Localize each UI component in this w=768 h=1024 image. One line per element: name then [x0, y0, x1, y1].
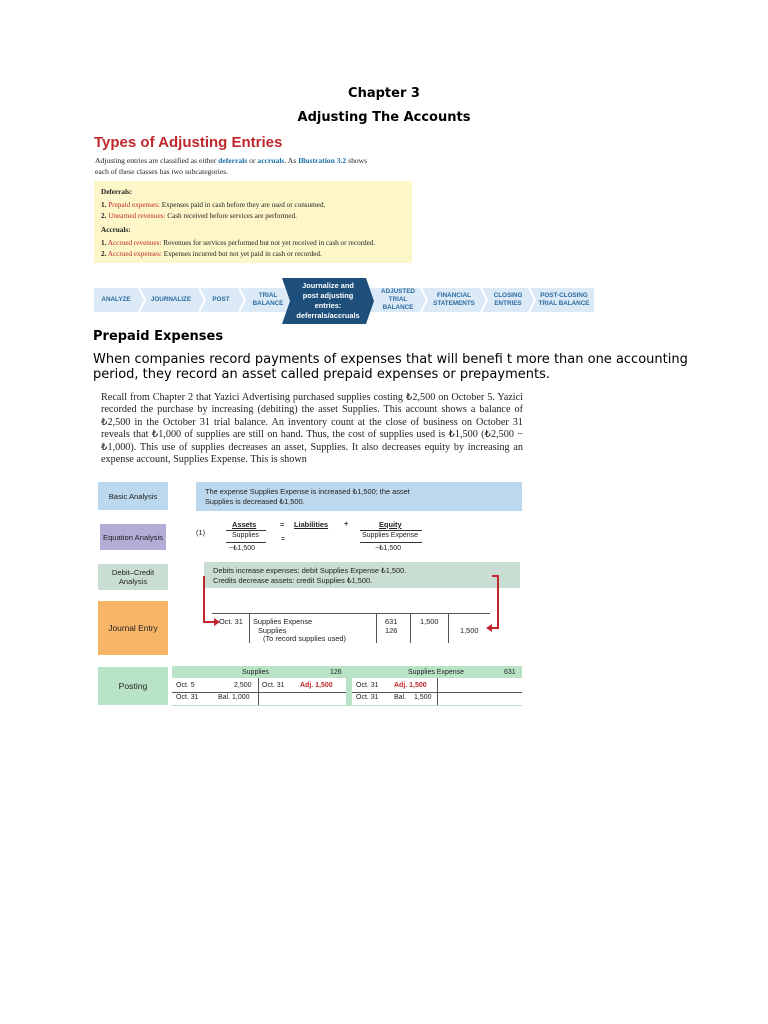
deferral-item-1: 1. Prepaid expenses: Expenses paid in cash before they are used or consumed.: [101, 201, 326, 209]
supplies-account-number: 126: [330, 669, 342, 676]
supplies-row2-date: Oct. 31: [176, 694, 199, 701]
debit-credit-line-2: Credits decrease assets: credit Supplies ₺1,500.: [213, 576, 373, 585]
equation-liabilities: Liabilities: [294, 520, 329, 529]
chapter-subtitle: Adjusting The Accounts: [297, 110, 471, 125]
equation-assets: Assets: [232, 520, 257, 529]
supplies-expense-title: Supplies Expense: [408, 669, 465, 676]
cycle-step-financial-statements: FINANCIAL STATEMENTS: [433, 292, 475, 307]
recall-paragraph: Recall from Chapter 2 that Yazici Advertising purchased supplies costing ₺2,500 on October 5. Yazici recorded the purchase by increasing (debiting) the asset Supplies. This account shows a balance of ₺2,500 in the October 31 trial balance. An inventory count at the close of business on October 31 reveals that ₺1,000 of supplies are still on hand. Thus, the cost of supplies used is ₺1,500 (₺2,500 − ₺1,000). This use of supplies decreases an asset, Supplies. It also decreases equity by increasing an expense account, Supplies Expense. This is shown: [101, 392, 523, 466]
supplies-t-rule: [258, 678, 259, 705]
basic-analysis-line-2: Supplies is decreased ₺1,500.: [205, 497, 305, 506]
journal-credit-account: Supplies: [258, 626, 287, 635]
accrual-item-2: 2. Accrued expenses: Expenses incurred but not yet paid in cash or recorded.: [101, 250, 322, 258]
cycle-step-analyze: ANALYZE: [101, 296, 131, 303]
supplies-expense-row1-date: Oct. 31: [356, 682, 379, 689]
section-title: Prepaid Expenses: [93, 329, 224, 344]
equation-number: (1): [196, 528, 206, 537]
journal-debit-account: Supplies Expense: [253, 617, 313, 626]
chapter-heading: Chapter 3: [348, 86, 420, 101]
journal-date: Oct. 31: [219, 617, 243, 626]
journal-ref-credit: 126: [385, 626, 398, 635]
supplies-account-title: Supplies: [242, 669, 269, 676]
supplies-row1-credit-date: Oct. 31: [262, 682, 285, 689]
basic-analysis-label: Basic Analysis: [98, 482, 168, 510]
accrual-item-1: 1. Accrued revenues: Revenues for services performed but not yet received in cash or recorded.: [101, 239, 376, 247]
cycle-step-post-closing-trial-balance: POST-CLOSING TRIAL BALANCE: [538, 292, 590, 307]
equation-equals: =: [280, 520, 285, 529]
equation-supplies: Supplies: [232, 532, 259, 539]
equation-analysis-label: Equation Analysis: [100, 524, 166, 550]
supplies-expense-row1-adjustment: Adj. 1,500: [394, 682, 427, 689]
equation-rule-assets-2: [226, 542, 266, 543]
supplies-expense-t-rule: [437, 678, 438, 705]
posting-arrows: [192, 572, 504, 636]
cycle-step-closing-entries: CLOSING ENTRIES: [493, 292, 523, 307]
equation-equity: Equity: [379, 520, 402, 529]
cycle-step-adjusting-entries: Journalize and post adjusting entries: deferrals/accruals: [296, 281, 360, 320]
equation-supplies-expense-value: −₺1,500: [375, 545, 402, 552]
journal-ref-rule: [376, 613, 377, 643]
basic-analysis-line-1: The expense Supplies Expense is increased ₺1,500; the asset: [205, 487, 410, 496]
cycle-step-journalize: JOURNALIZE: [150, 296, 192, 303]
supplies-row1-amount: 2,500: [234, 682, 252, 689]
debit-credit-line-1: Debits increase expenses: debit Supplies Expense ₺1,500.: [213, 566, 407, 575]
journal-memo: (To record supplies used): [263, 634, 346, 643]
cycle-step-trial-balance: TRIAL BALANCE: [252, 292, 284, 307]
types-title: Types of Adjusting Entries: [94, 134, 283, 151]
equation-supplies-value: −₺1,500: [229, 545, 256, 552]
cycle-step-adjusted-trial-balance: ADJUSTED TRIAL BALANCE: [381, 288, 415, 311]
section-paragraph: When companies record payments of expenses that will benefi t more than one accounting period, they record an asset called prepaid expenses or prepayments.: [93, 352, 688, 382]
accruals-heading: Accruals:: [101, 226, 131, 234]
journal-credit-rule: [448, 613, 449, 643]
equation-plus: +: [344, 519, 349, 528]
supplies-expense-number: 631: [504, 669, 516, 676]
cycle-step-post: POST: [212, 296, 230, 303]
debit-credit-analysis-label: Debit–Credit Analysis: [98, 564, 168, 590]
journal-ref-debit: 631: [385, 617, 398, 626]
supplies-expense-row2-amount: 1,500: [414, 694, 432, 701]
journal-entry-label: Journal Entry: [98, 601, 168, 655]
equation-rule-equity: [360, 530, 422, 531]
journal-debit-rule: [410, 613, 411, 643]
equation-equals-2: =: [281, 536, 286, 543]
equation-rule-equity-2: [360, 542, 422, 543]
supplies-mid-rule: [172, 692, 346, 693]
deferral-item-2: 2. Unearned revenues: Cash received before services are performed.: [101, 212, 297, 220]
supplies-row1-date: Oct. 5: [176, 682, 195, 689]
journal-credit-amount: 1,500: [460, 626, 479, 635]
supplies-expense-row2-balance-label: Bal.: [394, 694, 407, 701]
equation-rule-assets: [226, 530, 266, 531]
supplies-expense-row2-date: Oct. 31: [356, 694, 379, 701]
journal-date-rule: [249, 613, 250, 643]
deferrals-heading: Deferrals:: [101, 188, 133, 196]
journal-debit-amount: 1,500: [420, 617, 439, 626]
types-intro: Adjusting entries are classified as either deferrals or accruals. As Illustration 3.2 shows each of these classes has two subcategories.: [95, 156, 368, 176]
supplies-row1-adjustment: Adj. 1,500: [300, 682, 333, 689]
supplies-row2-balance: Bal. 1,000: [218, 694, 250, 701]
posting-label: Posting: [98, 667, 168, 705]
equation-supplies-expense: Supplies Expense: [362, 532, 419, 539]
